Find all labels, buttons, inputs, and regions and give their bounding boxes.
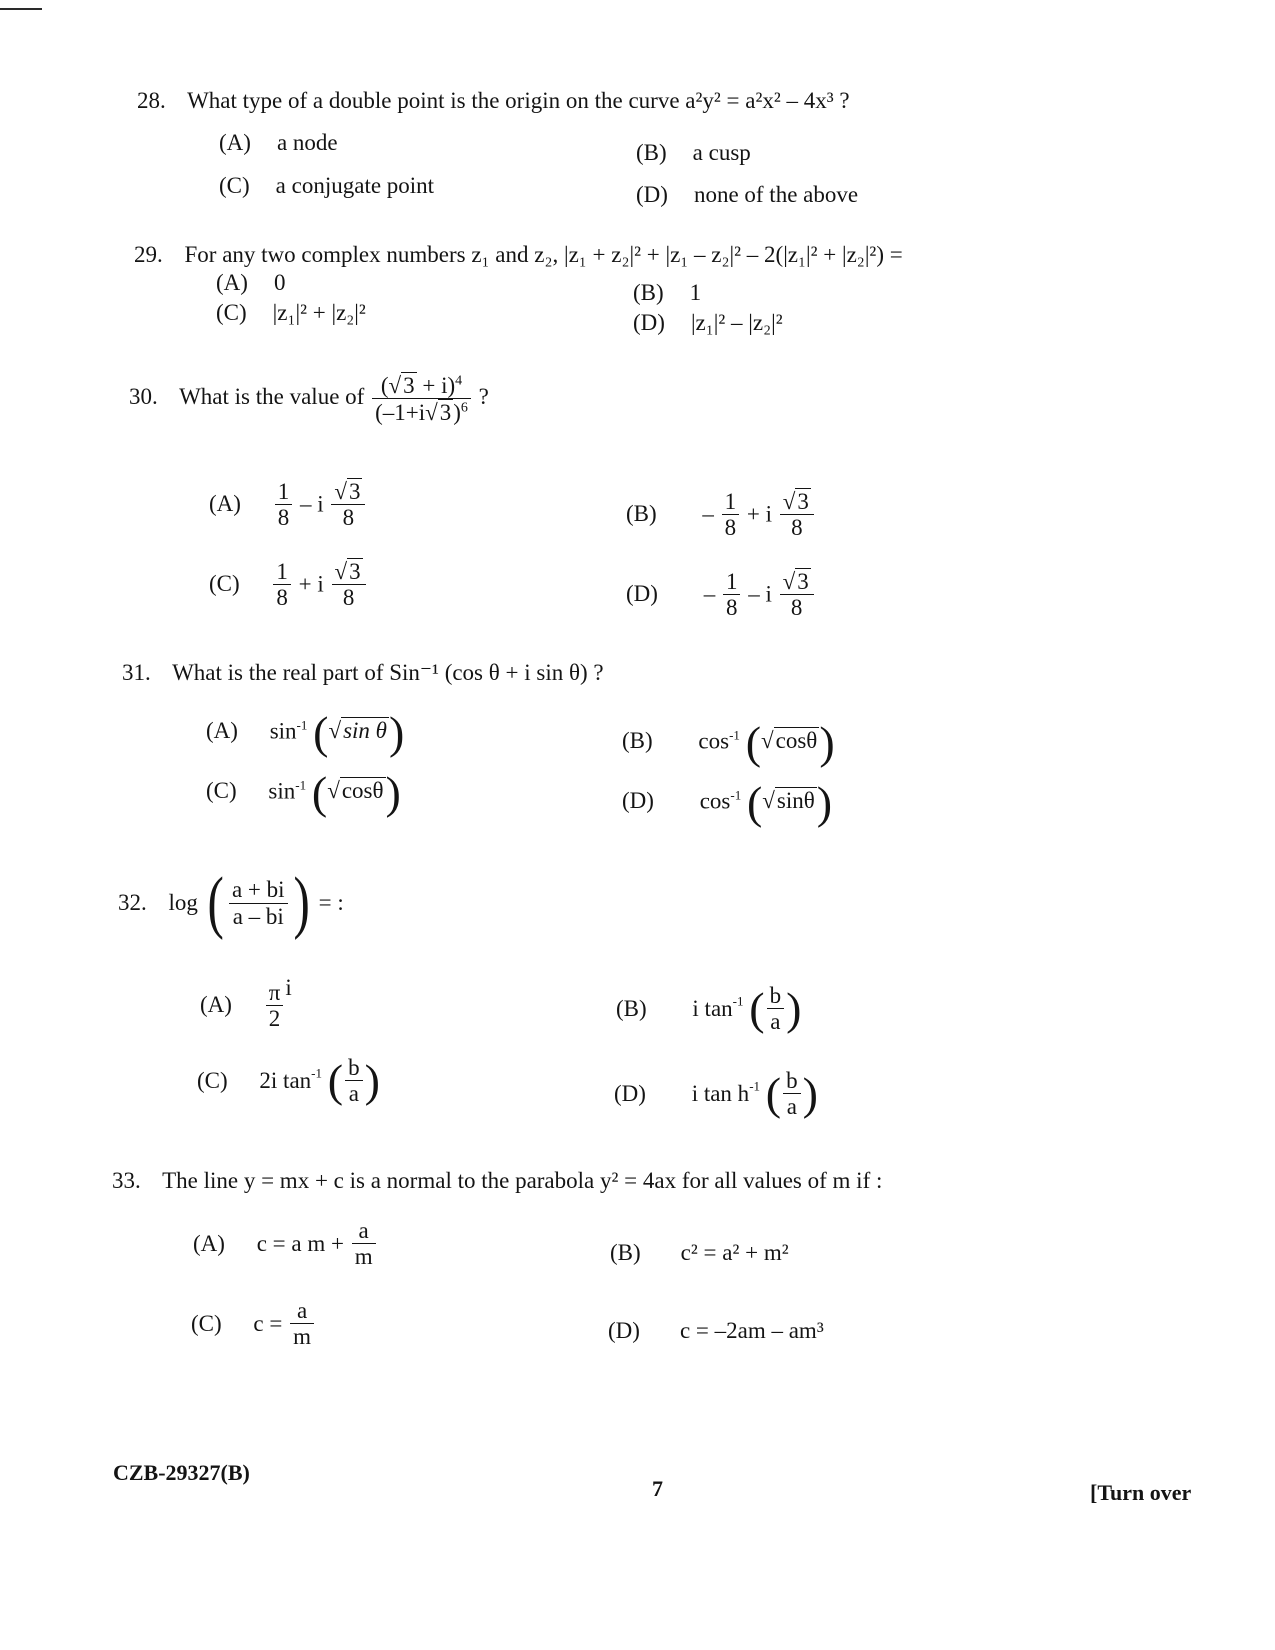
option-label: (A)	[219, 130, 251, 155]
question-28	[137, 88, 850, 114]
expression-fraction	[372, 372, 471, 426]
option-label: (B)	[636, 140, 667, 165]
top-rule	[0, 8, 42, 10]
question-number: 31.	[122, 660, 151, 685]
option-text: none of the above	[693, 182, 859, 207]
question-32: 32. log ( $\frac{a + bi}{a - bi}$ ) = :	[118, 864, 344, 941]
option-29-d[interactable]	[633, 310, 783, 336]
option-32-a[interactable]: (A) $\frac{\pi}{2}$ i	[200, 975, 292, 1031]
option-text: 1	[689, 280, 702, 305]
option-label: (D)	[636, 182, 668, 207]
option-32-c[interactable]: (C) 2i $\tan^{-1}$ ( $\frac{b}{a}$ )	[197, 1054, 380, 1107]
question-number: 29.	[134, 242, 163, 267]
page-number: 7	[652, 1476, 663, 1501]
option-text: |z₁|² + |z₂|²	[272, 300, 366, 325]
option-31-a[interactable]: (A) $\sin^{-1} (√\sin$ θ)	[206, 707, 405, 758]
option-label: (B)	[616, 995, 647, 1021]
question-30	[129, 372, 489, 426]
question-number: 33.	[112, 1168, 141, 1193]
option-label: (C)	[206, 778, 237, 804]
option-label: (C)	[209, 571, 240, 597]
option-33-a[interactable]: (A) c = a m + $\frac{a}{m}$	[193, 1218, 378, 1270]
option-32-d[interactable]: (D) i $\tan h^{-1}$ ( $\frac{b}{a}$ )	[614, 1067, 818, 1120]
option-29-a[interactable]	[216, 270, 285, 296]
question-number: 28.	[137, 88, 166, 113]
question-stem: The line y = mx + c is a normal to the parabola y² = 4ax for all values of m if :	[162, 1168, 883, 1193]
option-label: (D)	[622, 788, 654, 814]
question-stem: What is the real part of Sin⁻¹ (cos θ + i sin θ) ?	[172, 660, 604, 685]
fraction-numerator: $(√3 + i)^4$	[372, 372, 471, 399]
question-29	[134, 242, 903, 268]
option-label: (B)	[622, 728, 653, 754]
option-label: (D)	[626, 581, 658, 607]
question-number: 30.	[129, 384, 158, 410]
option-text: a cusp	[692, 140, 751, 165]
option-label: (B)	[633, 280, 664, 305]
option-31-d[interactable]: (D) $\cos^{-1} (√\sin\theta)$	[622, 777, 833, 828]
option-label: (C)	[197, 1067, 228, 1093]
option-30-d[interactable]: (D) – $\frac{1}{8}$ – i $\frac{√3}{8}$	[626, 568, 816, 621]
option-28-d[interactable]	[636, 182, 858, 208]
question-31	[122, 660, 604, 686]
option-33-d[interactable]: (D) c = –2am – am³	[608, 1318, 824, 1343]
option-label: (B)	[626, 501, 657, 527]
question-stem: For any two complex numbers z₁ and z₂, |z₁ + z₂|² + |z₁ – z₂|² – 2(|z₁|² + |z₂|²) =	[184, 242, 903, 267]
question-stem: log	[168, 890, 198, 915]
option-label: (D)	[614, 1080, 646, 1106]
option-30-a[interactable]: (A) $\frac{1}{8}$ – i $\frac{√3}{8}$	[209, 478, 367, 531]
option-text: a node	[276, 130, 338, 155]
option-label: (A)	[200, 992, 232, 1018]
paper-code: CZB-29327(B)	[113, 1460, 250, 1485]
option-label: (C)	[216, 300, 247, 325]
option-text: 0	[273, 270, 286, 295]
option-33-b[interactable]: (B) c² = a² + m²	[610, 1240, 789, 1265]
sqrt-sign: √3	[425, 400, 452, 426]
option-label: (D)	[633, 310, 665, 335]
question-mark: ?	[478, 384, 489, 410]
option-text: a conjugate point	[275, 173, 435, 198]
option-31-c[interactable]: (C) $\sin^{-1} (√\cos\theta)$	[206, 767, 401, 818]
question-number: 32.	[118, 890, 147, 915]
log-argument-fraction: $\frac{a + bi}{a - bi}$	[229, 877, 288, 929]
option-label: (C)	[219, 173, 250, 198]
option-32-b[interactable]: (B) i $\tan^{-1}$ ( $\frac{b}{a}$ )	[616, 982, 802, 1035]
option-label: (A)	[209, 491, 241, 517]
option-30-b[interactable]: (B) – $\frac{1}{8}$ + i $\frac{√3}{8}$	[626, 488, 816, 541]
option-33-c[interactable]: (C) c = $\frac{a}{m}$	[191, 1298, 316, 1350]
option-31-b[interactable]: (B) $\cos^{-1} (√\cos\theta)$	[622, 717, 835, 768]
option-label: (A)	[206, 718, 238, 744]
option-28-c[interactable]	[219, 173, 434, 199]
option-28-a[interactable]	[219, 130, 338, 156]
option-29-c[interactable]	[216, 300, 366, 326]
turn-over-note: [Turn over	[1090, 1480, 1192, 1505]
option-label: (B)	[610, 1240, 641, 1265]
option-28-b[interactable]	[636, 140, 751, 166]
option-label: (C)	[191, 1310, 222, 1336]
option-text: |z₁|² – |z₂|²	[690, 310, 783, 335]
option-label: (D)	[608, 1318, 640, 1343]
option-label: (A)	[216, 270, 248, 295]
question-stem: What type of a double point is the origin on the curve a²y² = a²x² – 4x³ ?	[187, 88, 850, 113]
option-label: (A)	[193, 1230, 225, 1256]
sqrt-sign: √3	[388, 373, 415, 398]
equals-colon: = :	[318, 890, 344, 915]
option-29-b[interactable]	[633, 280, 701, 306]
question-33	[112, 1168, 882, 1194]
option-30-c[interactable]: (C) $\frac{1}{8}$ + i $\frac{√3}{8}$	[209, 558, 368, 611]
fraction-denominator: $(-1+i√3)^6$	[375, 400, 468, 426]
question-stem: What is the value of	[179, 384, 365, 410]
